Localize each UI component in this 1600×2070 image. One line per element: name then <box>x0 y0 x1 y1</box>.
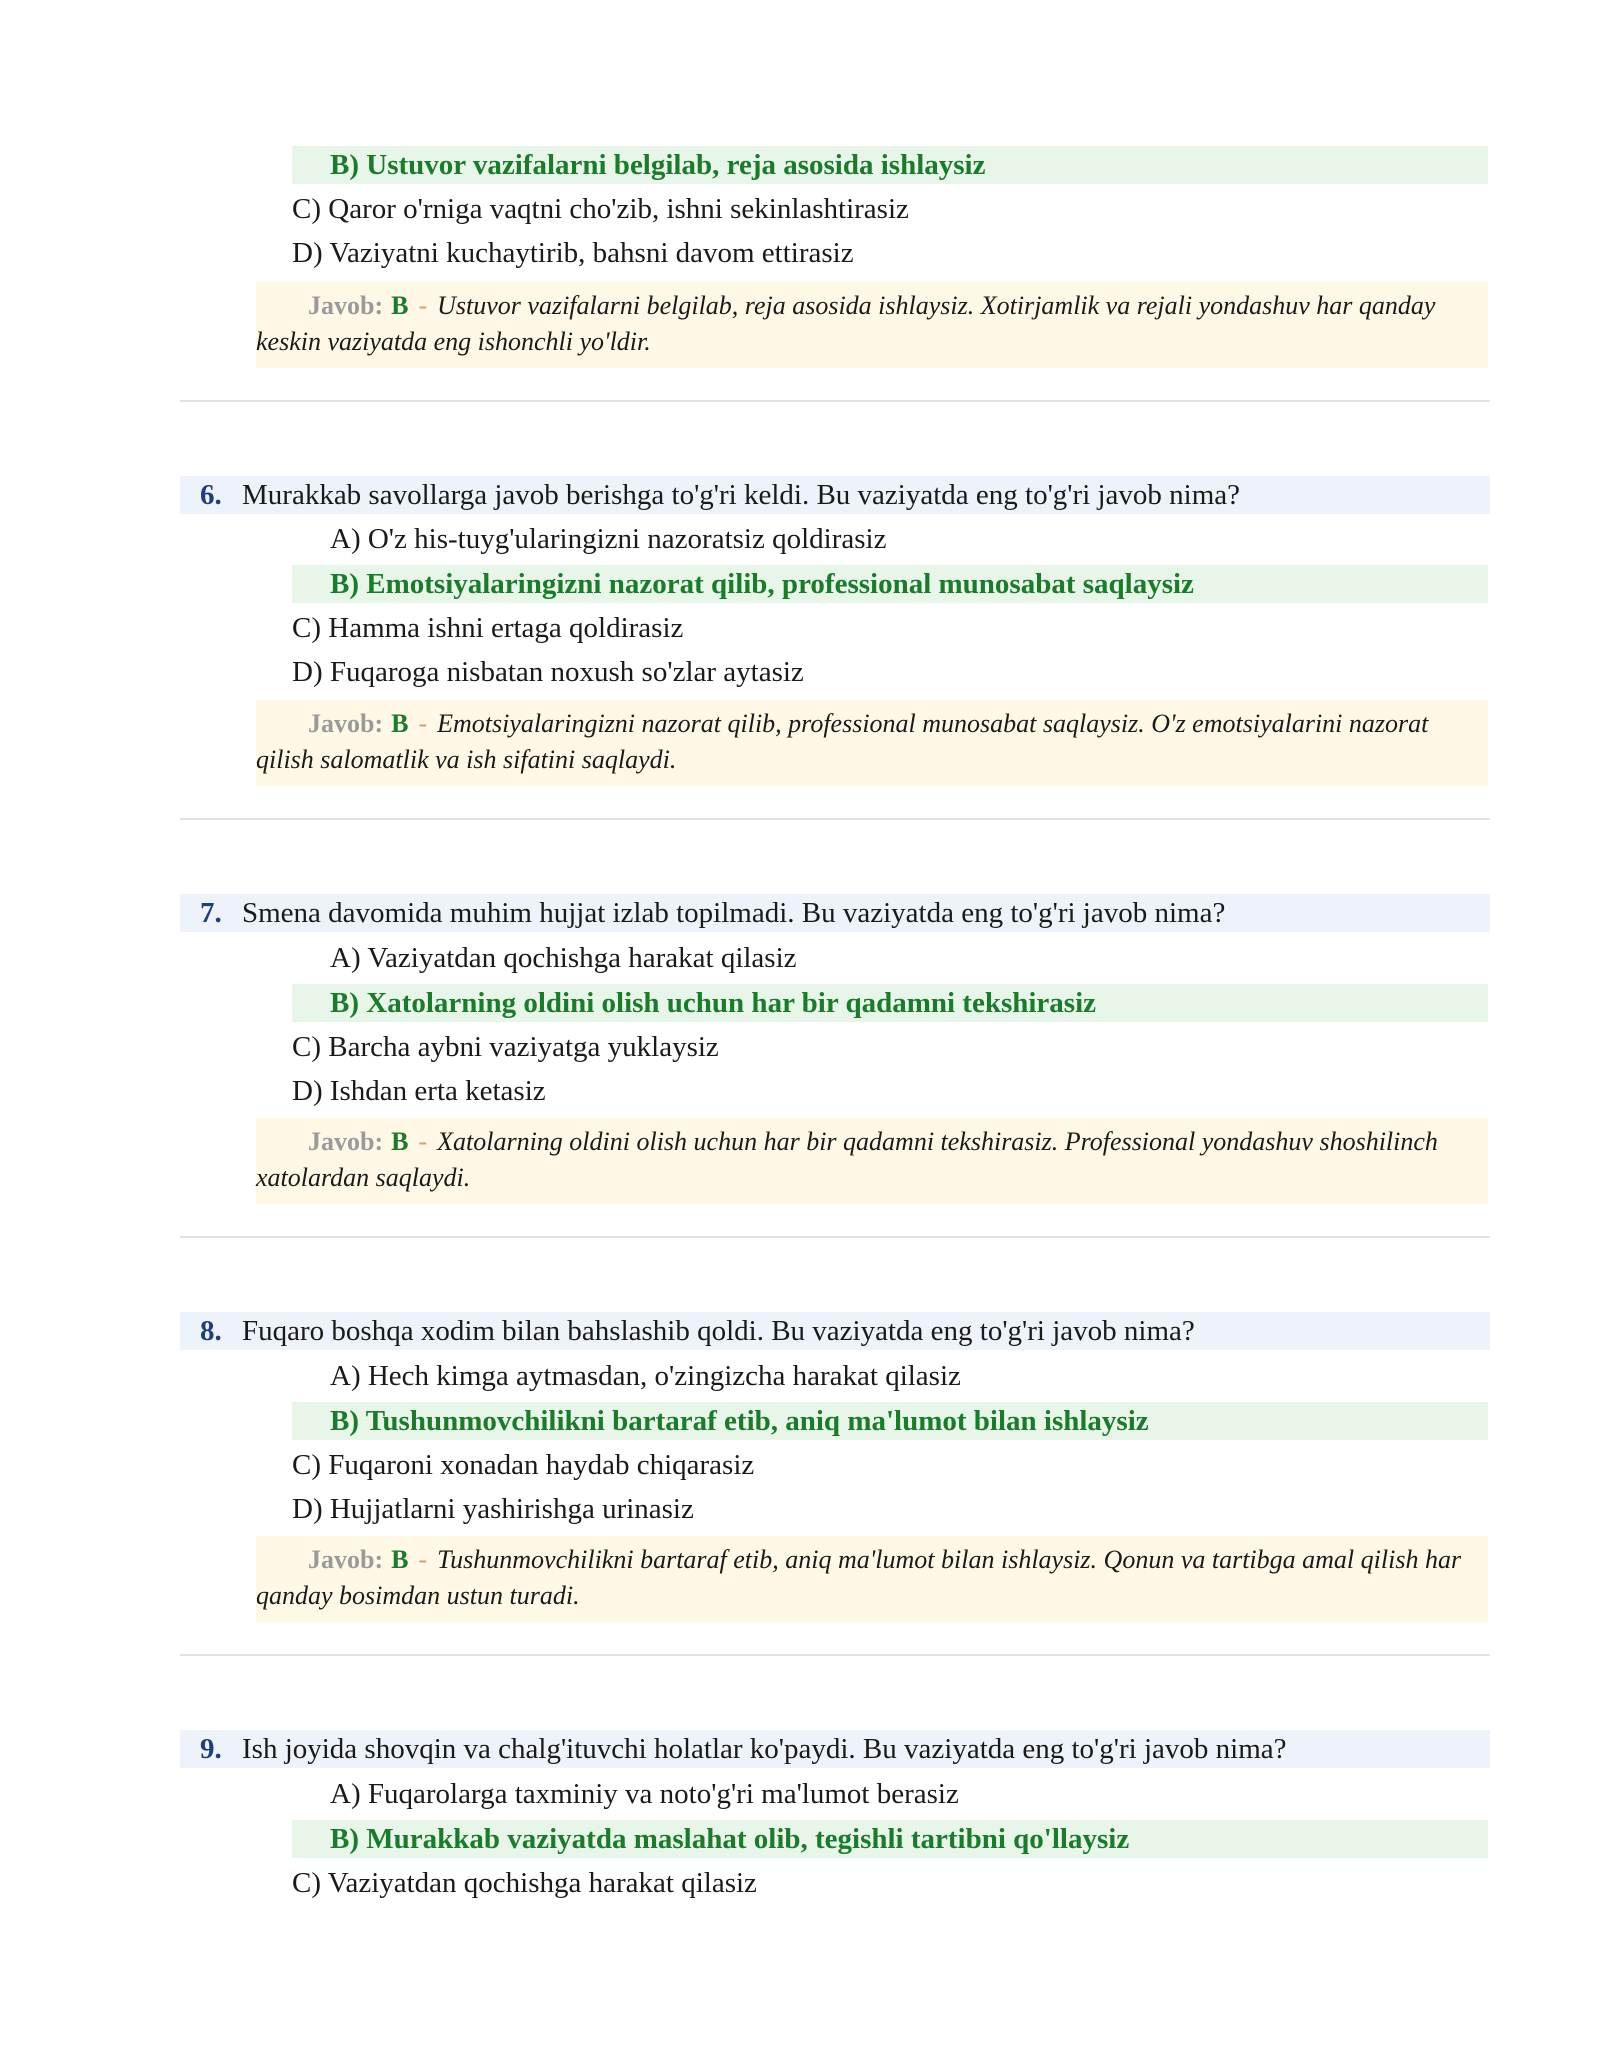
answer-label: Javob: <box>308 1545 384 1574</box>
question-text: Fuqaro boshqa xodim bilan bahslashib qoldi. Bu vaziyatda eng to'g'ri javob nima? <box>242 1315 1195 1347</box>
q9-option-c: C) Vaziyatdan qochishga harakat qilasiz <box>292 1867 757 1899</box>
question-text: Murakkab savollarga javob berishga to'g'ri keldi. Bu vaziyatda eng to'g'ri javob nima? <box>242 479 1241 511</box>
q8-option-b-correct: B) Tushunmovchilikni bartaraf etib, aniq ma'lumot bilan ishlaysiz <box>292 1402 1488 1440</box>
question-number: 7. <box>200 897 222 929</box>
question-number: 9. <box>200 1733 222 1765</box>
answer-dash: - <box>418 1545 428 1574</box>
answer-letter: B <box>391 709 409 738</box>
question-text: Smena davomida muhim hujjat izlab topilmadi. Bu vaziyatda eng to'g'ri javob nima? <box>242 897 1226 929</box>
q5-answer-box <box>256 282 1488 368</box>
q7-option-b-correct: B) Xatolarning oldini olish uchun har bir qadamni tekshirasiz <box>292 984 1488 1022</box>
question-number: 6. <box>200 479 222 511</box>
q8-answer-box <box>256 1536 1488 1622</box>
question-text: Ish joyida shovqin va chalg'ituvchi holatlar ko'paydi. Bu vaziyatda eng to'g'ri javob nima? <box>242 1733 1287 1765</box>
q7-answer-box <box>256 1118 1488 1204</box>
q6-option-b-correct: B) Emotsiyalaringizni nazorat qilib, professional munosabat saqlaysiz <box>292 565 1488 603</box>
answer-letter: B <box>391 1545 409 1574</box>
answer-dash: - <box>418 291 428 320</box>
question-number: 8. <box>200 1315 222 1347</box>
question-9 <box>180 1730 1490 1768</box>
answer-explanation: Emotsiyalaringizni nazorat qilib, professional munosabat saqlaysiz. O'z emotsiyalarini nazorat qilish salomatlik va ish sifatini saqlaydi. <box>256 709 1429 774</box>
answer-label: Javob: <box>308 709 384 738</box>
q6-answer-box <box>256 700 1488 786</box>
divider <box>180 1654 1490 1656</box>
question-6 <box>180 476 1490 514</box>
q9-option-b-correct: B) Murakkab vaziyatda maslahat olib, tegishli tartibni qo'llaysiz <box>292 1820 1488 1858</box>
q8-option-a: A) Hech kimga aytmasdan, o'zingizcha harakat qilasiz <box>330 1360 961 1392</box>
q7-option-a: A) Vaziyatdan qochishga harakat qilasiz <box>330 942 797 974</box>
q8-option-c: C) Fuqaroni xonadan haydab chiqarasiz <box>292 1449 755 1481</box>
answer-dash: - <box>418 1127 428 1156</box>
q9-option-a: A) Fuqarolarga taxminiy va noto'g'ri ma'lumot berasiz <box>330 1778 959 1810</box>
answer-explanation: Tushunmovchilikni bartaraf etib, aniq ma'lumot bilan ishlaysiz. Qonun va tartibga amal qilish har qanday bosimdan ustun turadi. <box>256 1545 1462 1610</box>
q5-option-d: D) Vaziyatni kuchaytirib, bahsni davom ettirasiz <box>292 237 854 269</box>
answer-letter: B <box>391 291 409 320</box>
answer-explanation: Xatolarning oldini olish uchun har bir qadamni tekshirasiz. Professional yondashuv shoshilinch xatolardan saqlaydi. <box>256 1127 1438 1192</box>
divider <box>180 1236 1490 1238</box>
q5-option-c: C) Qaror o'rniga vaqtni cho'zib, ishni sekinlashtirasiz <box>292 193 909 225</box>
q7-option-c: C) Barcha aybni vaziyatga yuklaysiz <box>292 1031 719 1063</box>
q6-option-a: A) O'z his-tuyg'ularingizni nazoratsiz qoldirasiz <box>330 523 887 555</box>
q7-option-d: D) Ishdan erta ketasiz <box>292 1075 546 1107</box>
q8-option-d: D) Hujjatlarni yashirishga urinasiz <box>292 1493 694 1525</box>
q6-option-c: C) Hamma ishni ertaga qoldirasiz <box>292 612 684 644</box>
q6-option-d: D) Fuqaroga nisbatan noxush so'zlar aytasiz <box>292 656 804 688</box>
divider <box>180 818 1490 820</box>
divider <box>180 400 1490 402</box>
answer-dash: - <box>418 709 428 738</box>
q5-option-b-correct: B) Ustuvor vazifalarni belgilab, reja asosida ishlaysiz <box>292 146 1488 184</box>
question-7 <box>180 894 1490 932</box>
answer-label: Javob: <box>308 1127 384 1156</box>
answer-explanation: Ustuvor vazifalarni belgilab, reja asosida ishlaysiz. Xotirjamlik va rejali yondashuv har qanday keskin vaziyatda eng ishonchli yo'ldir. <box>256 291 1436 356</box>
answer-label: Javob: <box>308 291 384 320</box>
question-8 <box>180 1312 1490 1350</box>
answer-letter: B <box>391 1127 409 1156</box>
